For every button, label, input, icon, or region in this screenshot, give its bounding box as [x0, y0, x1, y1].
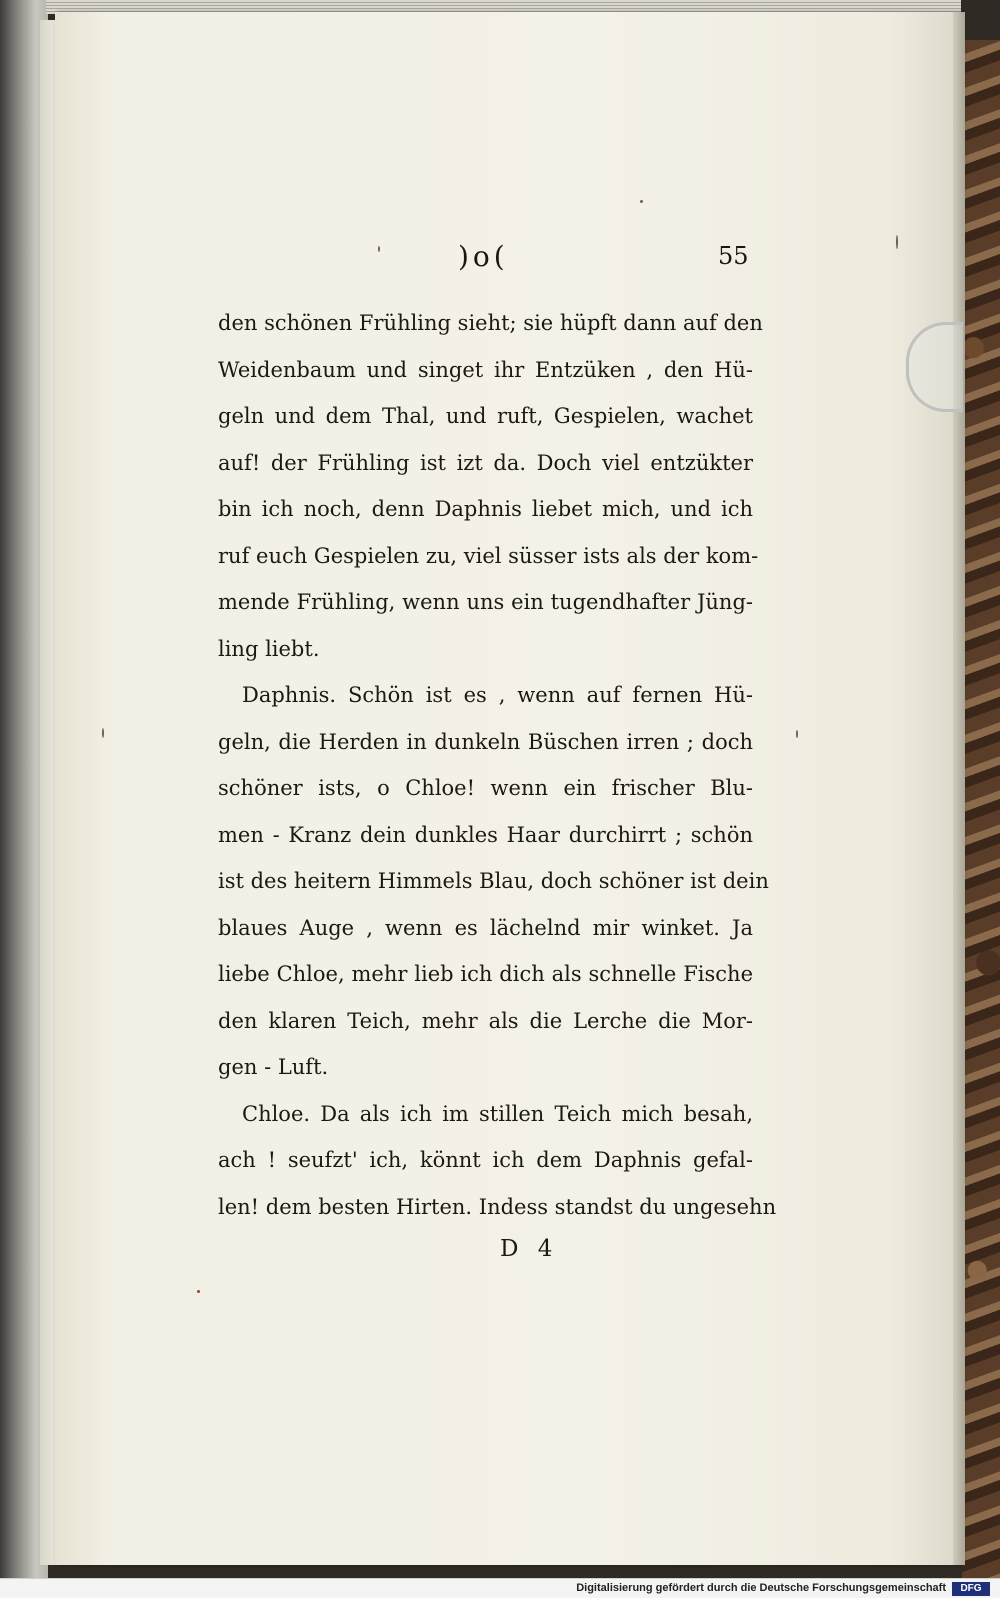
text-line: men - Kranz dein dunkles Haar durchirrt ; schön	[218, 822, 753, 847]
text-line: auf! der Frühling ist izt da. Doch viel entzükter	[218, 450, 753, 475]
text-line: bin ich noch, denn Daphnis liebet mich, und ich	[218, 497, 753, 521]
text-line: geln und dem Thal, und ruft, Gespielen, wachet	[218, 404, 753, 428]
paper-speck	[102, 728, 104, 738]
text-line: len! dem besten Hirten. Indess standst du ungesehn	[218, 1194, 777, 1219]
funding-credit: Digitalisierung gefördert durch die Deutsche Forschungsgemeinschaft	[576, 1582, 946, 1594]
paper-speck	[197, 1290, 200, 1293]
text-line: geln, die Herden in dunkeln Büschen irren ; doch	[218, 729, 753, 754]
text-line: blaues Auge , wenn es lächelnd mir winket. Ja	[218, 915, 753, 940]
text-line: ling liebt.	[218, 636, 320, 661]
text-line: Weidenbaum und singet ihr Entzüken , den Hü-	[218, 357, 753, 382]
text-line: ist des heitern Himmels Blau, doch schöner ist dein	[218, 869, 769, 893]
text-line: ruf euch Gespielen zu, viel süsser ists als der kom-	[218, 543, 759, 568]
text-line: den schönen Frühling sieht; sie hüpft dann auf den	[218, 311, 763, 335]
text-line: ach ! seufzt' ich, könnt ich dem Daphnis gefal-	[218, 1148, 753, 1172]
text-line: Chloe. Da als ich im stillen Teich mich besah,	[242, 1101, 753, 1126]
text-line: den klaren Teich, mehr als die Lerche die Mor-	[218, 1008, 753, 1033]
footer-bar	[0, 1578, 1000, 1598]
text-line: Daphnis. Schön ist es , wenn auf fernen Hü-	[242, 683, 753, 707]
text-line: mende Frühling, wenn uns ein tugendhafter Jüng-	[218, 590, 753, 614]
page-header	[0, 240, 1000, 280]
body-text	[218, 300, 777, 1230]
running-head: )o(	[458, 240, 509, 273]
text-line: gen - Luft.	[218, 1055, 329, 1079]
dfg-logo: DFG	[952, 1582, 990, 1596]
signature-mark: D 4	[500, 1236, 559, 1262]
text-line: schöner ists, o Chloe! wenn ein frischer Blu-	[218, 776, 753, 800]
paper-speck	[796, 730, 798, 738]
page-number: 55	[718, 242, 749, 270]
text-line: liebe Chloe, mehr lieb ich dich als schnelle Fische	[218, 962, 753, 986]
paper-speck	[640, 200, 643, 203]
